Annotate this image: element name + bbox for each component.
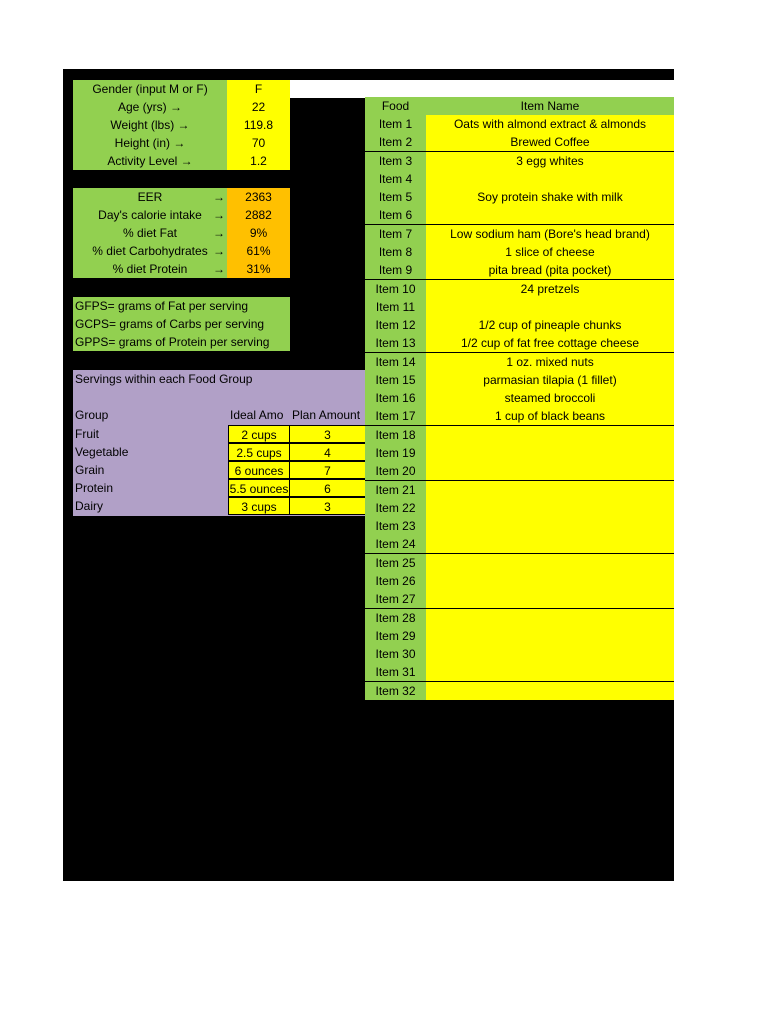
food-item-label: Item 6 [365, 206, 426, 224]
blank-header-strip [290, 80, 674, 98]
weight-value[interactable]: 119.8 [227, 116, 290, 134]
food-item-label: Item 12 [365, 316, 426, 334]
calorie-label: Day's calorie intake → [73, 206, 227, 224]
food-item-label: Item 19 [365, 444, 426, 462]
food-item-label: Item 13 [365, 334, 426, 352]
fat-value: 9% [227, 224, 290, 242]
food-item-label: Item 9 [365, 261, 426, 279]
food-item-label: Item 8 [365, 243, 426, 261]
arrow-icon: → [213, 226, 225, 240]
activity-label: Activity Level → [73, 152, 227, 170]
food-item-label: Item 28 [365, 609, 426, 627]
food-item-label: Item 17 [365, 407, 426, 425]
food-item-name[interactable] [426, 627, 674, 645]
food-item-name[interactable]: 3 egg whites [426, 152, 674, 170]
height-label: Height (in) → [73, 134, 227, 152]
ideal-amount: 3 cups [228, 497, 290, 515]
food-item-label: Item 30 [365, 645, 426, 663]
food-item-name[interactable] [426, 517, 674, 535]
food-item-label: Item 7 [365, 225, 426, 243]
group-name: Grain [75, 463, 105, 477]
group-name: Fruit [75, 427, 99, 441]
arrow-icon: → [213, 208, 225, 222]
food-item-name[interactable]: 24 pretzels [426, 280, 674, 298]
food-item-name[interactable] [426, 481, 674, 499]
food-item-label: Item 26 [365, 572, 426, 590]
food-item-label: Item 11 [365, 298, 426, 316]
gender-label: Gender (input M or F) [73, 80, 227, 98]
eer-value: 2363 [227, 188, 290, 206]
legend-fat: GFPS= grams of Fat per serving [73, 297, 290, 315]
servings-header-group: Group [75, 408, 109, 422]
food-item-label: Item 14 [365, 353, 426, 371]
plan-amount[interactable]: 3 [289, 425, 366, 443]
food-item-name[interactable]: 1 cup of black beans [426, 407, 674, 425]
food-item-name[interactable] [426, 298, 674, 316]
food-item-label: Item 29 [365, 627, 426, 645]
food-header: Food [365, 97, 426, 115]
ideal-amount: 2.5 cups [228, 443, 290, 461]
food-item-name[interactable] [426, 170, 674, 188]
protein-label: % diet Protein → [73, 260, 227, 278]
plan-amount[interactable]: 6 [289, 479, 366, 497]
food-item-label: Item 21 [365, 481, 426, 499]
plan-amount[interactable]: 7 [289, 461, 366, 479]
food-item-name[interactable]: parmasian tilapia (1 fillet) [426, 371, 674, 389]
plan-amount[interactable]: 3 [289, 497, 366, 515]
food-item-label: Item 18 [365, 426, 426, 444]
food-item-label: Item 2 [365, 133, 426, 151]
food-item-label: Item 10 [365, 280, 426, 298]
food-item-name[interactable] [426, 426, 674, 444]
food-item-label: Item 32 [365, 682, 426, 700]
food-item-name[interactable] [426, 663, 674, 681]
food-item-label: Item 31 [365, 663, 426, 681]
age-value[interactable]: 22 [227, 98, 290, 116]
food-item-label: Item 15 [365, 371, 426, 389]
servings-title: Servings within each Food Group [75, 372, 253, 386]
gender-value[interactable]: F [227, 80, 290, 98]
food-item-label: Item 25 [365, 554, 426, 572]
group-name: Protein [75, 481, 114, 495]
food-item-label: Item 3 [365, 152, 426, 170]
servings-header-ideal: Ideal Amo [230, 408, 284, 422]
food-item-name[interactable]: 1/2 cup of fat free cottage cheese [426, 334, 674, 352]
age-label: Age (yrs) → [73, 98, 227, 116]
food-item-name[interactable] [426, 590, 674, 608]
food-item-label: Item 20 [365, 462, 426, 480]
food-item-label: Item 22 [365, 499, 426, 517]
food-item-name[interactable] [426, 444, 674, 462]
item-name-header: Item Name [426, 97, 674, 115]
calorie-value: 2882 [227, 206, 290, 224]
carb-label: % diet Carbohydrates → [73, 242, 227, 260]
group-name: Vegetable [75, 445, 129, 459]
food-item-label: Item 24 [365, 535, 426, 553]
food-item-label: Item 16 [365, 389, 426, 407]
weight-label: Weight (lbs) → [73, 116, 227, 134]
arrow-icon: → [213, 262, 225, 276]
legend-carbs: GCPS= grams of Carbs per serving [73, 315, 290, 333]
food-item-label: Item 27 [365, 590, 426, 608]
group-name: Dairy [75, 499, 104, 513]
food-item-label: Item 4 [365, 170, 426, 188]
arrow-icon: → [213, 190, 225, 204]
food-item-name[interactable] [426, 462, 674, 480]
food-item-name[interactable]: Low sodium ham (Bore's head brand) [426, 225, 674, 243]
carb-value: 61% [227, 242, 290, 260]
food-item-name[interactable]: 1 slice of cheese [426, 243, 674, 261]
ideal-amount: 5.5 ounces [228, 479, 290, 497]
ideal-amount: 2 cups [228, 425, 290, 443]
food-item-name[interactable]: Brewed Coffee [426, 133, 674, 151]
food-item-name[interactable] [426, 535, 674, 553]
fat-label: % diet Fat → [73, 224, 227, 242]
food-item-name[interactable] [426, 206, 674, 224]
food-item-label: Item 5 [365, 188, 426, 206]
eer-label: EER → [73, 188, 227, 206]
food-item-label: Item 1 [365, 115, 426, 133]
height-value[interactable]: 70 [227, 134, 290, 152]
food-item-name[interactable]: steamed broccoli [426, 389, 674, 407]
servings-header-plan: Plan Amount [292, 408, 361, 422]
ideal-amount: 6 ounces [228, 461, 290, 479]
arrow-icon: → [213, 244, 225, 258]
food-item-name[interactable]: pita bread (pita pocket) [426, 261, 674, 279]
spreadsheet [63, 69, 674, 881]
food-item-name[interactable]: 1/2 cup of pineaple chunks [426, 316, 674, 334]
activity-value[interactable]: 1.2 [227, 152, 290, 170]
food-item-name[interactable] [426, 645, 674, 663]
food-item-name[interactable]: Oats with almond extract & almonds [426, 115, 674, 133]
food-item-name[interactable] [426, 554, 674, 572]
food-item-label: Item 23 [365, 517, 426, 535]
food-item-name[interactable] [426, 609, 674, 627]
food-item-name[interactable] [426, 682, 674, 700]
protein-value: 31% [227, 260, 290, 278]
food-item-name[interactable] [426, 499, 674, 517]
legend-protein: GPPS= grams of Protein per serving [73, 333, 290, 351]
food-item-name[interactable] [426, 572, 674, 590]
food-item-name[interactable]: Soy protein shake with milk [426, 188, 674, 206]
food-item-name[interactable]: 1 oz. mixed nuts [426, 353, 674, 371]
plan-amount[interactable]: 4 [289, 443, 366, 461]
